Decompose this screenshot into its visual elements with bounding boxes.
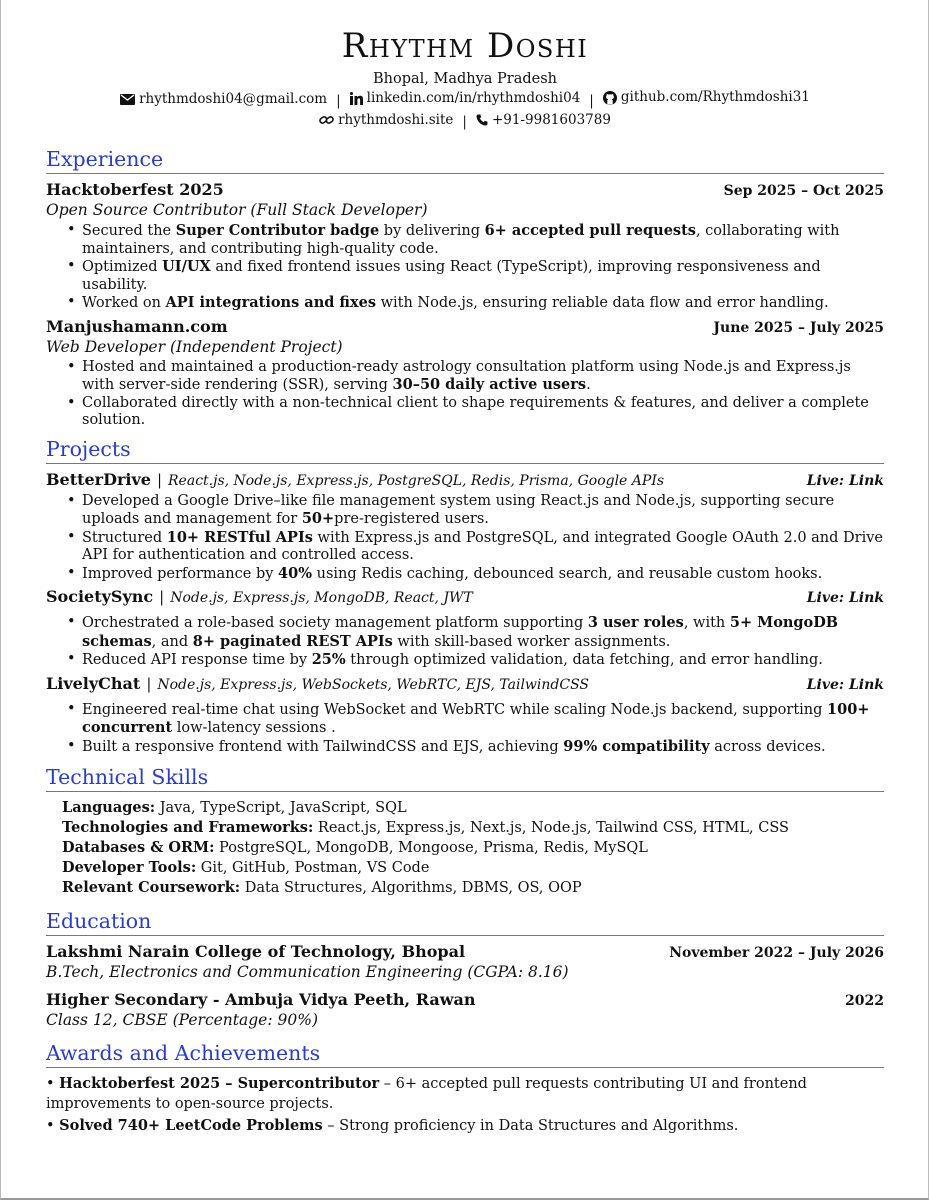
list-item: • Reduced API response time by 25% through optimized validation, data fetching, and error handling. — [82, 651, 884, 670]
list-item: • Worked on API integrations and fixes with Node.js, ensuring reliable data flow and error handling. — [82, 294, 884, 313]
github-icon — [603, 91, 617, 105]
separator: | — [336, 92, 341, 109]
project-live-link[interactable]: Live: Link — [806, 590, 884, 606]
experience-org: Manjushamann.com — [46, 316, 228, 336]
linkedin-text: linkedin.com/in/rhythmdoshi04 — [366, 89, 581, 106]
contact-line-1 — [46, 88, 884, 111]
experience-entry — [46, 180, 884, 313]
section-title-skills: Technical Skills — [46, 765, 209, 789]
education-dates: 2022 — [845, 993, 884, 1009]
education-entry — [46, 990, 884, 1030]
list-item: • Built a responsive frontend with TailwindCSS and EJS, achieving 99% compatibility across devices. — [82, 738, 884, 757]
email-link[interactable] — [120, 90, 327, 109]
section-rule — [46, 463, 884, 464]
candidate-name: Rhythm Doshi — [341, 26, 589, 66]
phone-icon — [476, 114, 488, 126]
list-item: • Hosted and maintained a production-ready astrology consultation platform using Node.js and Express.js with server-side rendering (SSR), serving 30–50 daily active users. — [82, 359, 884, 395]
section-title-experience: Experience — [46, 147, 164, 171]
website-text: rhythmdoshi.site — [338, 111, 454, 128]
skill-row: Developer Tools: Git, GitHub, Postman, VS Code — [62, 859, 430, 876]
project-name: SocietySync — [46, 587, 154, 606]
link-icon — [319, 114, 334, 126]
website-link[interactable] — [319, 111, 453, 130]
skills-list — [46, 798, 884, 898]
education-degree: Class 12, CBSE (Percentage: 90%) — [46, 1011, 318, 1029]
experience-org: Hacktoberfest 2025 — [46, 180, 224, 199]
education-degree: B.Tech, Electronics and Communication Engineering (CGPA: 8.16) — [46, 963, 569, 981]
bullet-list — [46, 614, 884, 670]
separator: | — [589, 92, 594, 109]
bullet-list — [46, 222, 884, 313]
separator: | — [146, 674, 152, 693]
project-entry — [46, 470, 884, 584]
github-text: github.com/Rhythmdoshi31 — [620, 89, 810, 105]
separator: | — [462, 114, 467, 130]
education-school: Higher Secondary - Ambuja Vidya Peeth, Rawan — [46, 990, 476, 1009]
project-entry — [46, 674, 884, 757]
separator: | — [156, 470, 163, 489]
list-item: • Orchestrated a role-based society management platform supporting 3 user roles, with 5+ MongoDB schemas, and 8+ paginated REST APIs with skill-based worker assignments. — [82, 614, 884, 651]
skill-row: Databases & ORM: PostgreSQL, MongoDB, Mongoose, Prisma, Redis, MySQL — [62, 839, 648, 856]
contact-line-2 — [46, 111, 884, 133]
envelope-icon — [120, 94, 135, 105]
project-tech: React.js, Node.js, Express.js, PostgreSQL, Redis, Prisma, Google APIs — [168, 472, 665, 489]
list-item: • Optimized UI/UX and fixed frontend issues using React (TypeScript), improving responsiveness and usability. — [82, 258, 884, 294]
project-tech: Node.js, Express.js, MongoDB, React, JWT — [170, 590, 473, 606]
experience-entry — [46, 317, 884, 430]
project-name: BetterDrive — [46, 469, 151, 489]
education-entry — [46, 942, 884, 982]
email-text: rhythmdoshi04@gmail.com — [139, 90, 328, 107]
section-title-projects: Projects — [46, 436, 131, 461]
linkedin-link[interactable] — [350, 89, 581, 108]
section-rule — [46, 791, 884, 792]
list-item: • Structured 10+ RESTful APIs with Express.js and PostgreSQL, and integrated Google OAuth 2.0 and Drive API for authentication and controlled access. — [82, 529, 884, 565]
github-link[interactable] — [603, 88, 810, 107]
experience-role: Web Developer (Independent Project) — [46, 337, 343, 356]
phone-text: +91-9981603789 — [491, 111, 611, 128]
skill-row: Technologies and Frameworks: React.js, Express.js, Next.js, Node.js, Tailwind CSS, HTML, CSS — [62, 819, 789, 836]
phone-link[interactable] — [476, 111, 611, 130]
candidate-location: Bhopal, Madhya Pradesh — [372, 71, 558, 87]
skill-row: Relevant Coursework: Data Structures, Algorithms, DBMS, OS, OOP — [62, 879, 582, 896]
education-dates: November 2022 – July 2026 — [669, 945, 884, 961]
award-item: • Hacktoberfest 2025 – Supercontributor – 6+ accepted pull requests contributing UI and frontend improvements to open-source projects. — [46, 1075, 807, 1112]
skill-row: Languages: Java, TypeScript, JavaScript, SQL — [62, 799, 407, 816]
project-live-link[interactable]: Live: Link — [806, 676, 884, 693]
list-item: • Improved performance by 40% using Redis caching, debounced search, and reusable custom hooks. — [82, 565, 884, 584]
section-title-education: Education — [46, 909, 152, 933]
section-rule — [46, 935, 884, 936]
list-item: • Engineered real-time chat using WebSocket and WebRTC while scaling Node.js backend, supporting 100+ concurrent low-latency sessions . — [82, 701, 884, 738]
section-rule — [46, 173, 884, 174]
experience-dates: June 2025 – July 2025 — [713, 319, 884, 336]
award-item: • Solved 740+ LeetCode Problems – Strong proficiency in Data Structures and Algorithms. — [46, 1117, 739, 1134]
experience-dates: Sep 2025 – Oct 2025 — [723, 183, 884, 199]
experience-role: Open Source Contributor (Full Stack Developer) — [46, 201, 428, 219]
education-school: Lakshmi Narain College of Technology, Bhopal — [46, 942, 466, 961]
section-rule — [46, 1067, 884, 1068]
list-item: • Secured the Super Contributor badge by delivering 6+ accepted pull requests, collaborating with maintainers, and contributing high-quality code. — [82, 222, 884, 258]
project-tech: Node.js, Express.js, WebSockets, WebRTC, EJS, TailwindCSS — [157, 676, 590, 693]
list-item: • Collaborated directly with a non-technical client to shape requirements & features, and deliver a complete solution. — [82, 395, 884, 430]
bullet-list — [46, 493, 884, 584]
list-item: • Developed a Google Drive–like file management system using React.js and Node.js, supporting secure uploads and management for 50+pre-registered users. — [82, 493, 884, 529]
resume-page — [46, 0, 884, 1136]
separator: | — [159, 588, 165, 606]
project-name: LivelyChat — [46, 673, 141, 693]
bullet-list — [46, 359, 884, 430]
project-entry — [46, 587, 884, 670]
linkedin-icon — [350, 92, 363, 105]
section-title-awards: Awards and Achievements — [46, 1041, 321, 1065]
bullet-list — [46, 701, 884, 757]
project-live-link[interactable]: Live: Link — [806, 472, 884, 489]
